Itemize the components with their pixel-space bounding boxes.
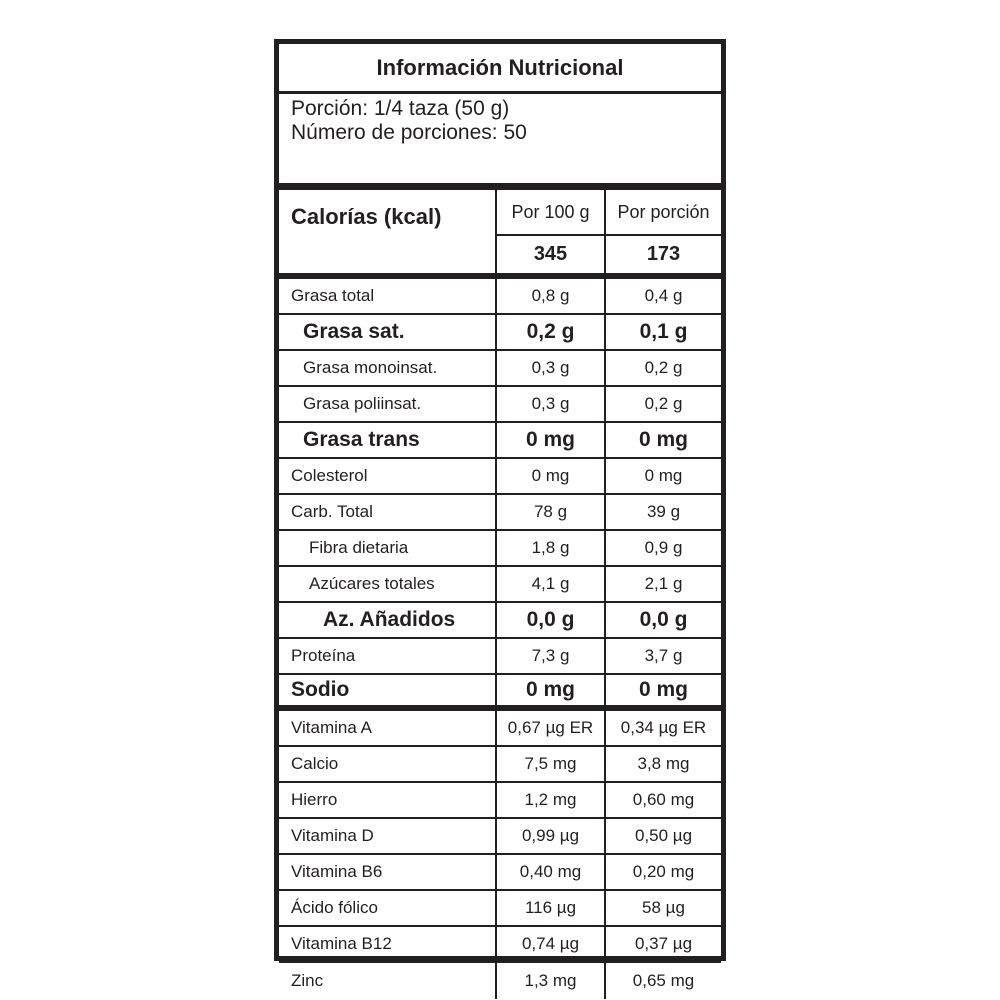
vitamin-per-serving: 0,37 µg <box>604 927 721 961</box>
nutrient-per-serving: 0,2 g <box>604 387 721 421</box>
vitamin-per-serving: 3,8 mg <box>604 747 721 781</box>
nutrient-per-serving: 2,1 g <box>604 567 721 601</box>
nutrient-per-serving: 0,9 g <box>604 531 721 565</box>
vitamin-name: Vitamina D <box>279 819 497 853</box>
nutrient-per100: 0,3 g <box>531 358 570 377</box>
nutrient-per-serving: 3,7 g <box>604 639 721 673</box>
servings-count: Número de porciones: 50 <box>291 121 527 144</box>
vitamin-per100: 0,67 µg ER <box>507 718 594 737</box>
nutrient-name: Grasa trans <box>279 423 497 457</box>
nutrient-row <box>279 675 721 711</box>
label-title: Información Nutricional <box>279 44 721 94</box>
nutrient-row <box>279 603 721 639</box>
vitamin-per100: 0,99 µg <box>521 826 580 845</box>
vitamin-row <box>279 855 721 891</box>
nutrient-per100: 0,0 g <box>526 608 575 631</box>
column-header-per-serving: Por porción <box>604 190 721 236</box>
vitamin-row <box>279 927 721 963</box>
nutrient-per100: 0,8 g <box>531 286 570 305</box>
nutrient-row <box>279 459 721 495</box>
vitamin-name: Vitamina A <box>279 711 497 745</box>
serving-info <box>279 94 721 190</box>
nutrient-name: Azúcares totales <box>279 567 497 601</box>
vitamin-name: Calcio <box>279 747 497 781</box>
nutrient-row <box>279 567 721 603</box>
nutrient-per-serving: 0 mg <box>604 423 721 457</box>
vitamin-per100: 0,74 µg <box>521 934 580 953</box>
vitamin-per100: 116 µg <box>524 898 577 917</box>
serving-size: Porción: 1/4 taza (50 g) <box>291 97 510 120</box>
nutrient-per100: 0,3 g <box>531 394 570 413</box>
vitamin-per100: 1,2 mg <box>524 790 577 809</box>
vitamin-name: Ácido fólico <box>279 891 497 925</box>
nutrient-per100: 1,8 g <box>531 538 570 557</box>
vitamin-per-serving: 0,20 mg <box>604 855 721 889</box>
nutrient-per-serving: 0,4 g <box>604 279 721 313</box>
nutrient-table <box>279 273 721 999</box>
vitamin-per-serving: 0,34 µg ER <box>604 711 721 745</box>
vitamin-per100: 0,40 mg <box>519 862 582 881</box>
vitamin-per-serving: 0,65 mg <box>604 963 721 999</box>
nutrient-per-serving: 0 mg <box>604 675 721 705</box>
nutrient-per-serving: 0,1 g <box>604 315 721 349</box>
nutrient-per100: 0 mg <box>531 466 570 485</box>
nutrient-per-serving: 0 mg <box>604 459 721 493</box>
nutrient-name: Grasa total <box>279 279 497 313</box>
nutrient-row <box>279 387 721 423</box>
nutrient-row <box>279 495 721 531</box>
vitamin-row <box>279 891 721 927</box>
nutrient-per100: 7,3 g <box>531 646 570 665</box>
nutrient-row <box>279 279 721 315</box>
calories-per-serving: 173 <box>604 236 721 273</box>
nutrient-per-serving: 0,0 g <box>604 603 721 637</box>
nutrient-row <box>279 315 721 351</box>
nutrient-per100: 78 g <box>533 502 568 521</box>
nutrient-name: Az. Añadidos <box>279 603 497 637</box>
calories-label: Calorías (kcal) <box>279 190 497 273</box>
vitamin-per-serving: 0,60 mg <box>604 783 721 817</box>
vitamin-name: Hierro <box>279 783 497 817</box>
nutrient-name: Proteína <box>279 639 497 673</box>
vitamin-name: Vitamina B6 <box>279 855 497 889</box>
nutrient-per-serving: 39 g <box>604 495 721 529</box>
vitamin-row <box>279 783 721 819</box>
vitamin-row <box>279 819 721 855</box>
nutrient-per100: 0,2 g <box>526 320 575 343</box>
vitamin-row <box>279 963 721 999</box>
nutrient-per100: 0 mg <box>525 428 575 451</box>
vitamin-name: Zinc <box>279 963 497 999</box>
nutrition-facts-label <box>274 39 726 990</box>
nutrient-name: Fibra dietaria <box>279 531 497 565</box>
nutrient-name: Carb. Total <box>279 495 497 529</box>
nutrient-name: Grasa monoinsat. <box>279 351 497 385</box>
nutrient-name: Grasa sat. <box>279 315 497 349</box>
vitamin-per100: 1,3 mg <box>524 971 577 990</box>
vitamin-per100: 7,5 mg <box>524 754 577 773</box>
nutrient-name: Grasa poliinsat. <box>279 387 497 421</box>
vitamin-name: Vitamina B12 <box>279 927 497 961</box>
nutrient-row <box>279 423 721 459</box>
nutrient-per-serving: 0,2 g <box>604 351 721 385</box>
nutrient-row <box>279 531 721 567</box>
vitamin-row <box>279 711 721 747</box>
vitamin-per-serving: 0,50 µg <box>604 819 721 853</box>
calories-per100: 345 <box>533 243 568 265</box>
nutrient-name: Sodio <box>279 675 497 705</box>
nutrient-row <box>279 351 721 387</box>
nutrient-per100: 4,1 g <box>531 574 570 593</box>
nutrient-name: Colesterol <box>279 459 497 493</box>
vitamin-per-serving: 58 µg <box>604 891 721 925</box>
column-header-per100: Por 100 g <box>497 190 604 236</box>
nutrient-row <box>279 639 721 675</box>
vitamin-row <box>279 747 721 783</box>
nutrient-per100: 0 mg <box>525 678 575 701</box>
